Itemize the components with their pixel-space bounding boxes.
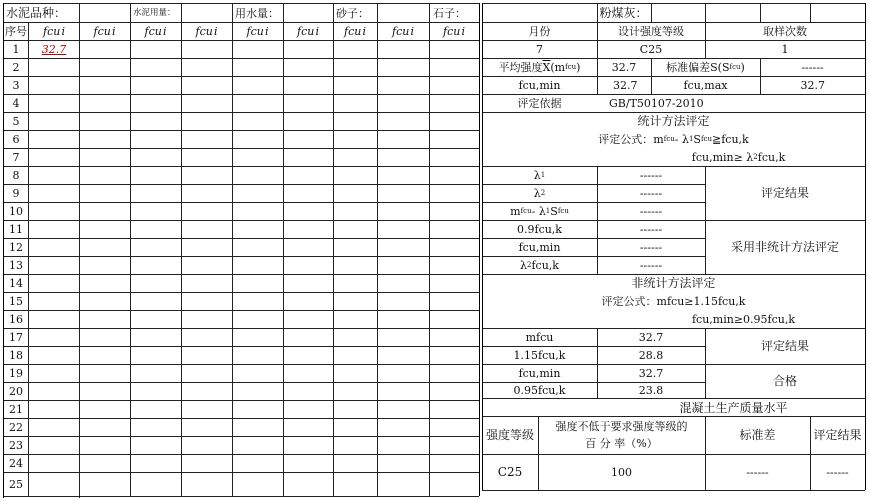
samples-label: 取样次数 — [763, 24, 807, 38]
row-number: 10 — [9, 204, 23, 218]
row-line — [3, 400, 479, 401]
col-line — [283, 3, 284, 496]
ns-row1-value: 32.7 — [638, 330, 664, 344]
right-right-border — [865, 3, 866, 490]
fcumin-value: 32.7 — [613, 78, 638, 92]
nonstat-formula-1: 评定公式：mfcu≥1.15fcu,k — [601, 294, 746, 308]
quality-col-percent-line1: 强度不低于要求强度等级的 — [555, 420, 688, 433]
row-number: 15 — [9, 294, 23, 308]
r11-value: ------ — [639, 222, 663, 236]
row-line — [3, 148, 479, 149]
row-line — [3, 112, 479, 113]
row-line — [3, 202, 479, 203]
ns-row1-label: mfcu — [525, 330, 554, 344]
fcu-column-header: fcu i — [344, 24, 366, 38]
r13-value: ------ — [639, 258, 663, 272]
grade-value: C25 — [639, 42, 663, 56]
row-number: 5 — [12, 114, 20, 128]
fcumin-label: fcu,min — [518, 78, 561, 92]
row-line — [3, 364, 479, 365]
col-line — [232, 3, 233, 496]
row-line — [3, 346, 479, 347]
nonstat-formula-2: fcu,min≥0.95fcu,k — [691, 312, 796, 326]
fcu-column-header: fcu i — [392, 24, 414, 38]
mfcu-expr-value: ------ — [639, 204, 663, 218]
fcu-value-1[interactable]: 32.7 — [41, 42, 67, 56]
row-line — [3, 292, 479, 293]
ns-row3-value: 32.7 — [638, 366, 664, 380]
std-label: 标准偏差S(S fcu ) — [666, 60, 745, 74]
ns-row4-value: 23.8 — [638, 383, 664, 397]
month-value: 7 — [536, 42, 543, 56]
quality-col-grade: 强度等级 — [485, 428, 534, 442]
grade-label: 设计强度等级 — [618, 24, 684, 38]
fcu-column-header: fcu i — [297, 24, 319, 38]
mean-label: 平均强度 $\overline{X}$ (m fcu ) — [498, 60, 581, 74]
row-line — [3, 382, 479, 383]
fcumax-label: fcu,max — [683, 78, 728, 92]
ns-row3-label: fcu,min — [518, 366, 561, 380]
water-amount-label: 用水量： — [235, 6, 279, 20]
r12-value: ------ — [639, 240, 663, 254]
fcu-column-header: fcu i — [246, 24, 269, 38]
row-line — [3, 94, 479, 95]
quality-result-value: ------ — [826, 465, 849, 479]
stone-label: 石子： — [433, 6, 466, 20]
stat-result-label: 评定结果 — [760, 186, 809, 200]
lambda1-value: ------ — [639, 168, 663, 182]
right-col-line — [760, 3, 761, 22]
lambda2-value: ------ — [639, 186, 663, 200]
row-number: 9 — [12, 186, 20, 200]
sand-label: 砂子： — [336, 6, 369, 20]
row-line — [3, 496, 479, 497]
row-line — [3, 238, 479, 239]
row-number: 24 — [9, 456, 23, 470]
ns-row2-value: 28.8 — [638, 348, 664, 362]
cement-amount-label: 水泥用量： — [133, 7, 176, 18]
row-line — [3, 454, 479, 455]
cement-type-label: 水泥品种： — [6, 6, 67, 20]
nonstat-method-title: 非统计方法评定 — [631, 276, 716, 290]
row-number: 3 — [12, 78, 20, 92]
fcu-column-header: fcu i — [195, 24, 218, 38]
row-number: 11 — [9, 222, 23, 236]
row-line — [3, 58, 479, 59]
row-number: 2 — [12, 60, 20, 74]
row-line — [3, 256, 479, 257]
row-line — [3, 130, 479, 131]
row-number: 18 — [9, 348, 23, 362]
row-line — [3, 328, 479, 329]
fcu-column-header: fcu i — [43, 24, 65, 38]
seq-header: 序号 — [5, 24, 27, 38]
row-line — [3, 418, 479, 419]
row-number: 14 — [9, 276, 23, 290]
row-line — [3, 274, 479, 275]
lambda1-label: λ 1 — [533, 168, 546, 182]
fcu-column-header: fcu i — [443, 24, 465, 38]
right-col-line — [705, 3, 706, 22]
quality-col-percent-line2: 百 分 率（%） — [585, 437, 658, 450]
row-line — [3, 220, 479, 221]
ns-conclusion: 合格 — [772, 374, 797, 388]
r12-label: fcu,min — [518, 240, 561, 254]
row-number: 21 — [9, 402, 23, 416]
ns-result-label: 评定结果 — [760, 339, 809, 353]
mfcu-expr-label: m fcu - λ 1 S fcu — [510, 204, 569, 218]
stat-method-title: 统计方法评定 — [637, 114, 710, 128]
basis-label: 评定依据 — [517, 96, 562, 110]
month-label: 月份 — [528, 24, 551, 38]
samples-value: 1 — [781, 42, 789, 56]
std-value: ------ — [801, 60, 824, 74]
col-line — [181, 3, 182, 496]
right-col-line — [810, 3, 811, 22]
fcu-column-header: fcu i — [144, 24, 167, 38]
row-number: 4 — [12, 96, 20, 110]
row-number: 13 — [9, 258, 23, 272]
right-bottom-border — [482, 490, 865, 491]
row-line — [3, 184, 479, 185]
row-number: 12 — [9, 240, 23, 254]
stat-formula-2: fcu,min≥ λ 2 fcu,k — [691, 150, 786, 164]
left-right-border — [479, 3, 480, 496]
quality-col-result: 评定结果 — [813, 428, 862, 442]
lambda2-label: λ 2 — [533, 186, 546, 200]
r13-label: λ 2 fcu,k — [520, 258, 559, 272]
row-line — [3, 76, 479, 77]
quality-col-std: 标准差 — [739, 428, 776, 442]
col-line — [130, 3, 131, 496]
fcumax-value: 32.7 — [800, 78, 825, 92]
col-line — [79, 3, 80, 498]
quality-percent-value: 100 — [611, 465, 632, 479]
stat-formula-1: 评定公式： m fcu - λ 1 S fcu ≧fcu,k — [598, 132, 749, 146]
row-number: 22 — [9, 420, 23, 434]
row-number: 25 — [9, 477, 23, 491]
fcu-column-header: fcu i — [93, 24, 116, 38]
row-number: 17 — [9, 330, 23, 344]
r11-label: 0.9fcu,k — [517, 222, 562, 236]
ns-row4-label: 0.95fcu,k — [513, 383, 566, 397]
stat-conclusion: 采用非统计方法评定 — [730, 240, 839, 254]
row-number: 23 — [9, 438, 23, 452]
row-line — [3, 310, 479, 311]
row-number: 6 — [12, 132, 20, 146]
fly-ash-label: 粉煤灰： — [599, 6, 648, 20]
row-line — [3, 436, 479, 437]
col-line — [377, 3, 378, 496]
col-line — [333, 3, 334, 496]
row-line — [3, 166, 479, 167]
quality-title: 混凝土生产质量水平 — [679, 400, 788, 415]
row-number: 16 — [9, 312, 23, 326]
basis-value: GB/T50107-2010 — [609, 96, 704, 110]
quality-grade-value: C25 — [497, 465, 523, 479]
row-number: 7 — [12, 150, 20, 164]
row-number: 19 — [9, 366, 23, 380]
row-number: 20 — [9, 384, 23, 398]
row-line — [3, 472, 479, 473]
col-line — [429, 3, 430, 496]
row-number: 8 — [12, 168, 20, 182]
ns-row2-label: 1.15fcu,k — [513, 348, 566, 362]
mean-value: 32.7 — [611, 60, 637, 74]
quality-std-value: ------ — [746, 465, 769, 479]
row-number: 1 — [12, 42, 20, 56]
